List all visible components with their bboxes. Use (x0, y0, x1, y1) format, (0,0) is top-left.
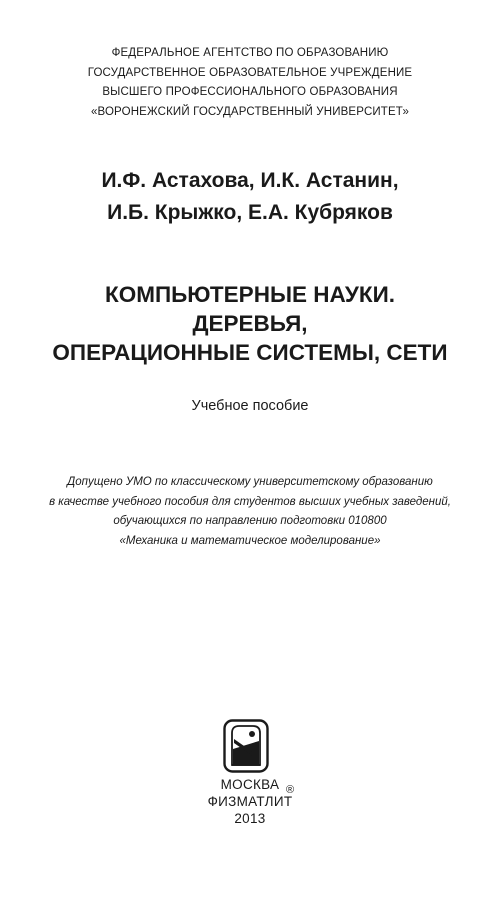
authors-line: И.Б. Крыжко, Е.А. Кубряков (107, 201, 393, 224)
book-title-line: ДЕРЕВЬЯ, (192, 311, 308, 336)
publisher-name: ФИЗМАТЛИТ (207, 794, 293, 809)
agency-line: ВЫСШЕГО ПРОФЕССИОНАЛЬНОГО ОБРАЗОВАНИЯ (102, 86, 398, 98)
approval-line: Допущено УМО по классическому университетскому образованию (67, 476, 433, 488)
approval-line: «Механика и математическое моделирование» (119, 534, 381, 547)
book-title-line: ОПЕРАЦИОННЫЕ СИСТЕМЫ, СЕТИ (52, 340, 448, 365)
publisher-logo-icon (223, 719, 269, 773)
agency-header (0, 44, 500, 122)
registered-mark: ® (286, 784, 295, 796)
approval-note (0, 473, 500, 551)
publisher-block (0, 776, 500, 827)
agency-line: ФЕДЕРАЛЬНОЕ АГЕНТСТВО ПО ОБРАЗОВАНИЮ (111, 47, 389, 59)
authors-line: И.Ф. Астахова, И.К. Астанин, (101, 169, 399, 192)
publisher-city: МОСКВА (220, 777, 280, 792)
authors (0, 165, 500, 229)
approval-line: обучающихся по направлению подготовки 010800 (113, 515, 387, 527)
book-subtitle: Учебное пособие (191, 398, 309, 414)
approval-line: в качестве учебного пособия для студентов высших учебных заведений, (49, 495, 451, 508)
agency-line: «ВОРОНЕЖСКИЙ ГОСУДАРСТВЕННЫЙ УНИВЕРСИТЕТ» (90, 105, 410, 118)
agency-line: ГОСУДАРСТВЕННОЕ ОБРАЗОВАТЕЛЬНОЕ УЧРЕЖДЕНИЕ (87, 66, 413, 79)
book-title-line: КОМПЬЮТЕРНЫЕ НАУКИ. (104, 282, 396, 307)
publication-year: 2013 (234, 811, 266, 826)
book-title (0, 280, 500, 367)
